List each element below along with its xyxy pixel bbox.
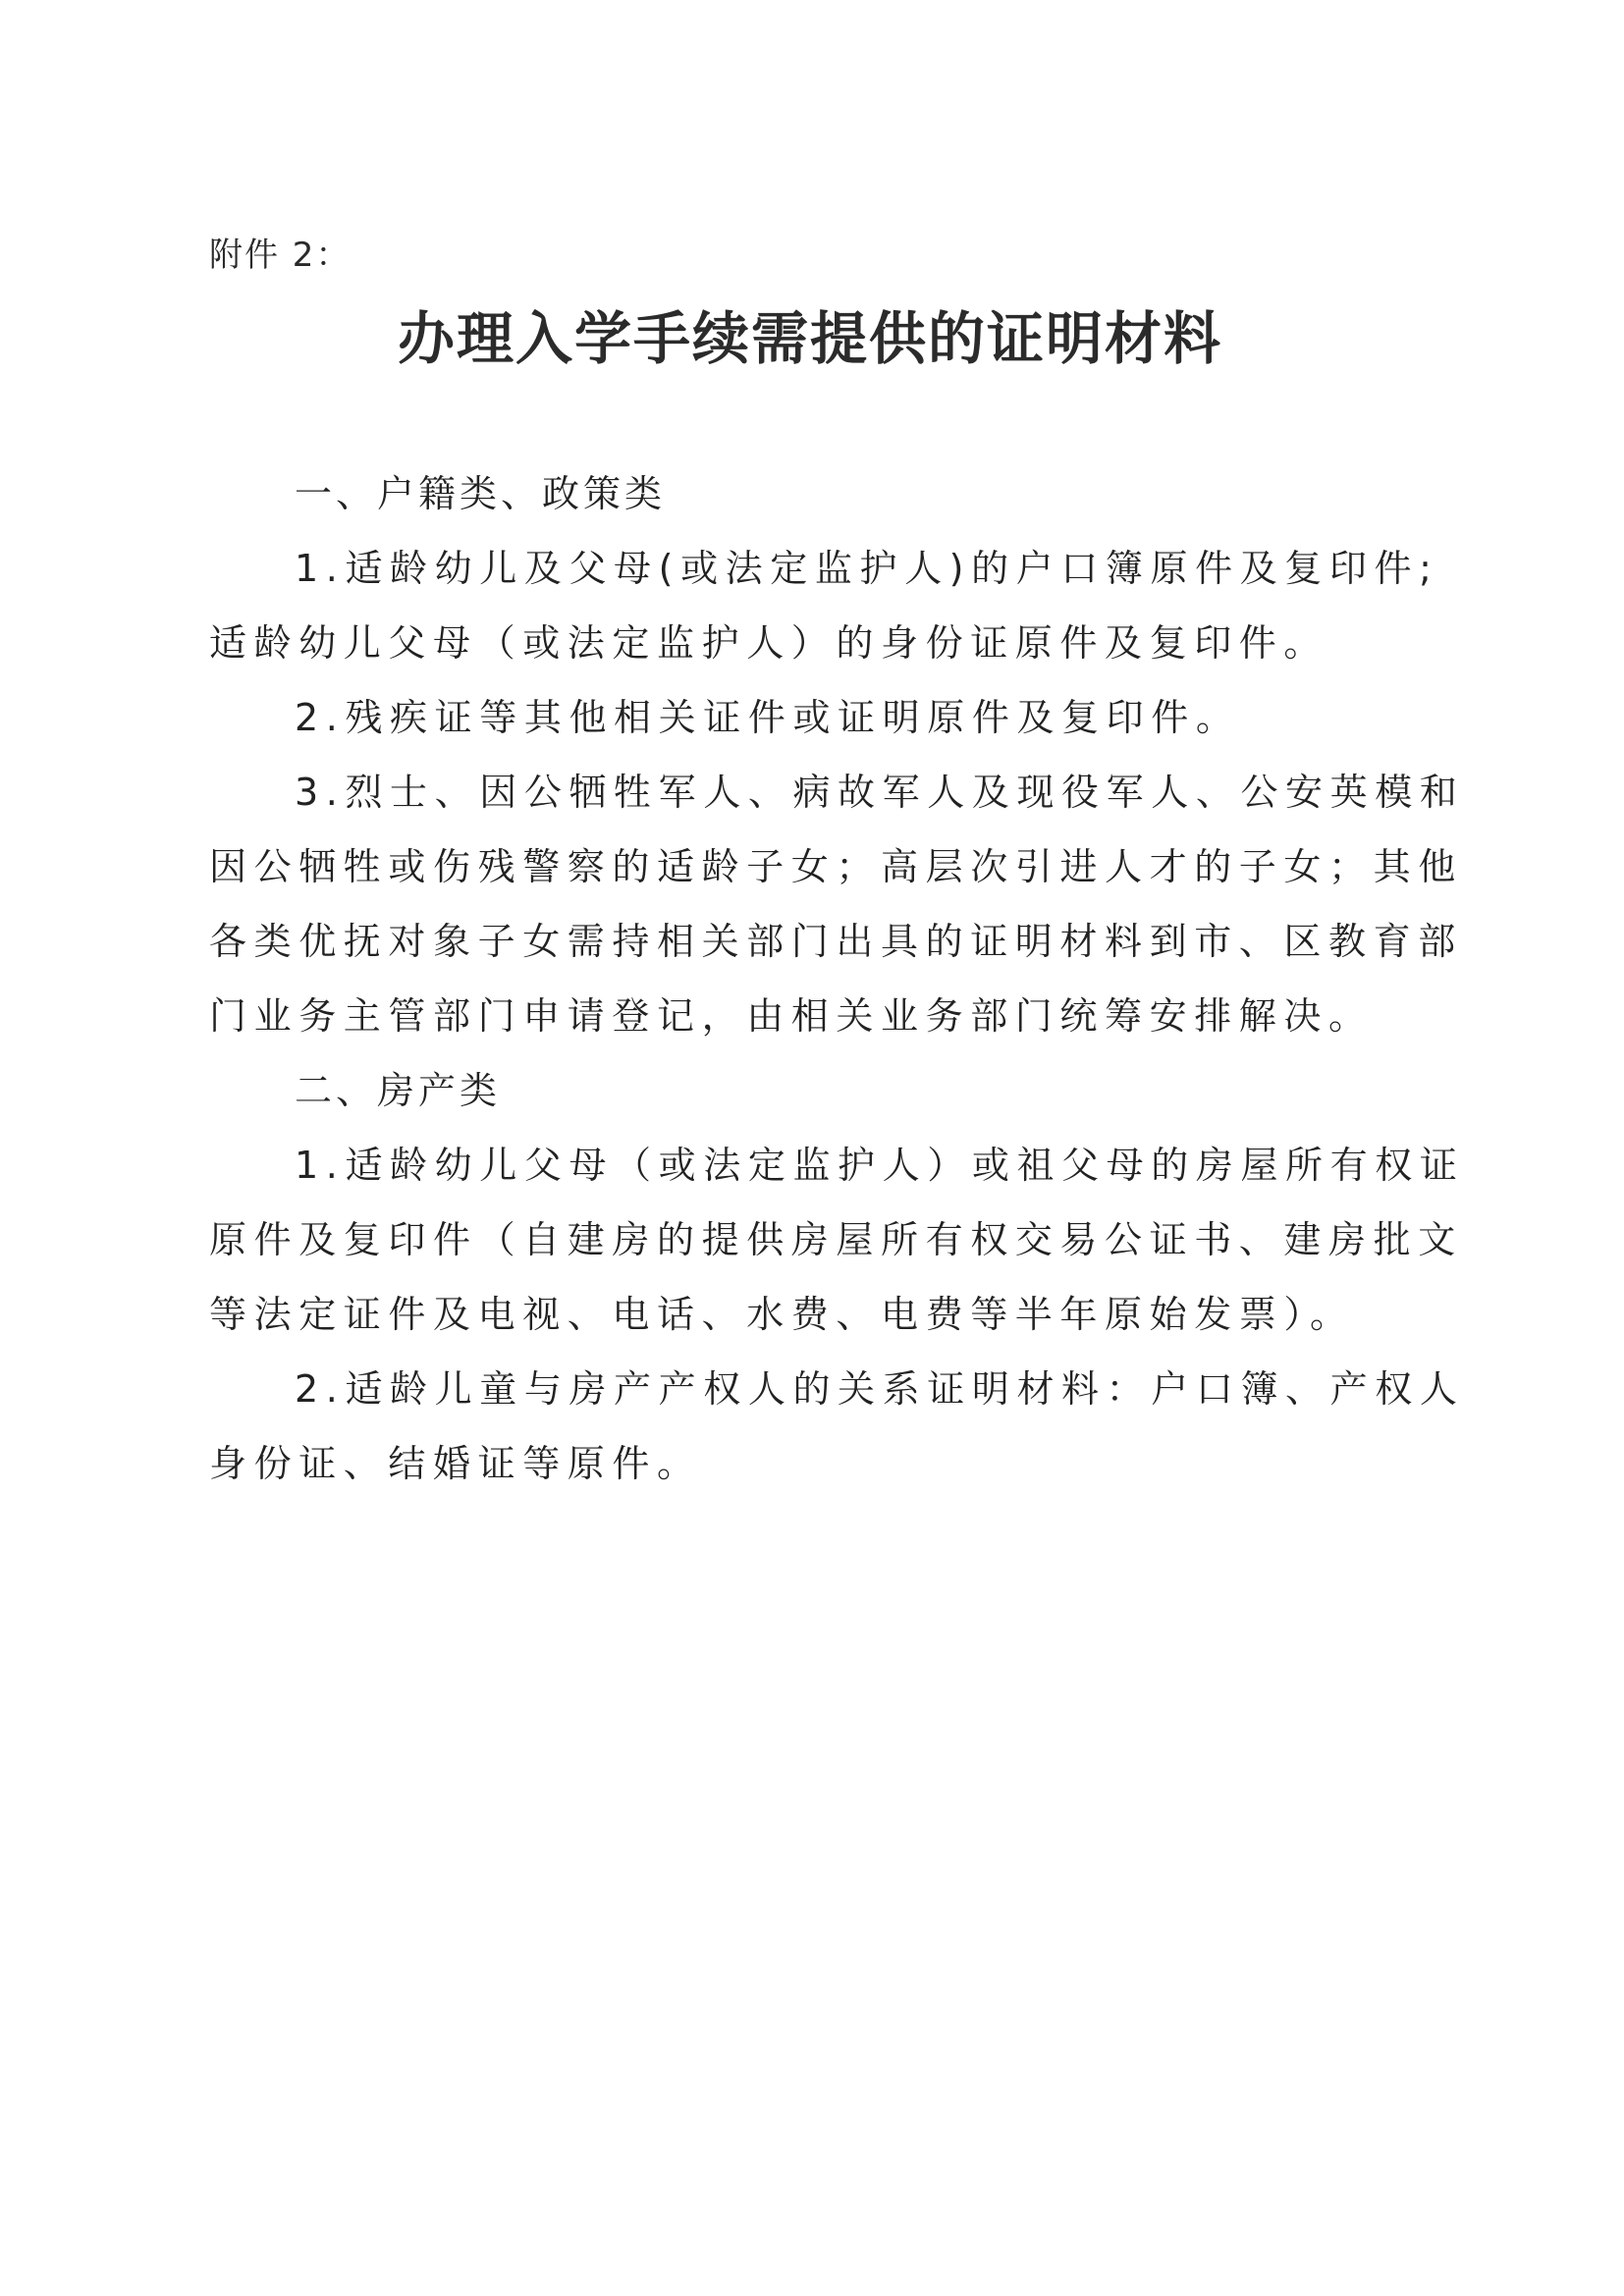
section2-item1-line2: 原件及复印件（自建房的提供房屋所有权交易公证书、建房批文 (209, 1218, 1463, 1261)
section1-item3-line2: 因公牺牲或伤残警察的适龄子女；高层次引进人才的子女；其他 (209, 845, 1463, 888)
section-heading-household-policy: 一、户籍类、政策类 (295, 472, 667, 515)
section1-item1-line2: 适龄幼儿父母（或法定监护人）的身份证原件及复印件。 (209, 621, 1329, 665)
section1-item3-line3: 各类优抚对象子女需持相关部门出具的证明材料到市、区教育部 (209, 920, 1463, 963)
section1-item3-line1: 3.烈士、因公牺牲军人、病故军人及现役军人、公安英模和 (295, 771, 1465, 814)
attachment-label: 附件 2： (209, 236, 352, 275)
document-title: 办理入学手续需提供的证明材料 (398, 305, 1223, 372)
section1-item2-line1: 2.残疾证等其他相关证件或证明原件及复印件。 (295, 696, 1241, 739)
section2-item1-line3: 等法定证件及电视、电话、水费、电费等半年原始发票）。 (209, 1293, 1355, 1336)
section2-item2-line2: 身份证、结婚证等原件。 (209, 1442, 702, 1485)
section1-item1-line1: 1.适龄幼儿及父母(或法定监护人)的户口簿原件及复印件; (295, 547, 1439, 590)
section2-item2-line1: 2.适龄儿童与房产产权人的关系证明材料：户口簿、产权人 (295, 1367, 1465, 1411)
section-heading-property: 二、房产类 (295, 1069, 502, 1112)
section2-item1-line1: 1.适龄幼儿父母（或法定监护人）或祖父母的房屋所有权证 (295, 1144, 1465, 1187)
section1-item3-line4: 门业务主管部门申请登记，由相关业务部门统筹安排解决。 (209, 994, 1374, 1038)
